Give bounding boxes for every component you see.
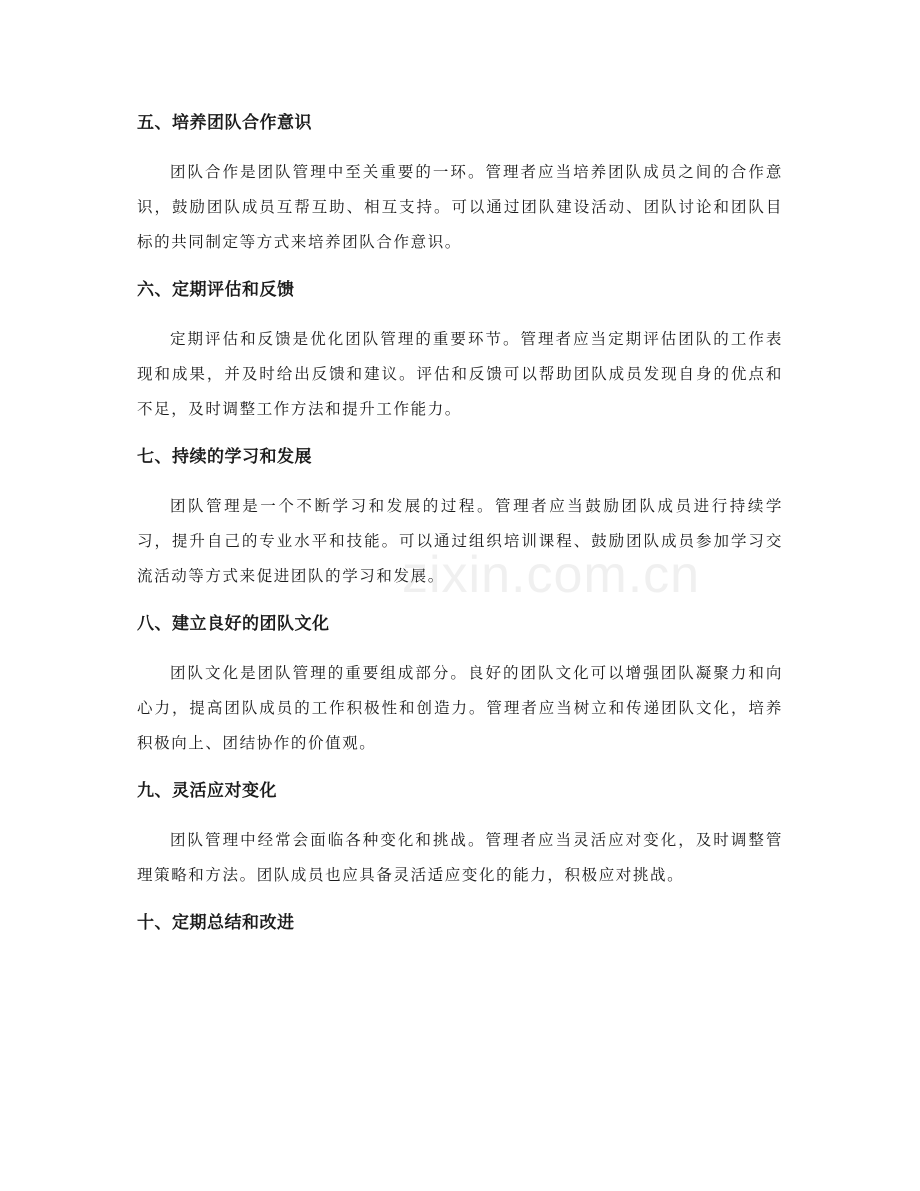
- section-paragraph-9: 团队管理中经常会面临各种变化和挑战。管理者应当灵活应对变化，及时调整管理策略和方法。团队成员也应具备灵活适应变化的能力，积极应对挑战。: [137, 831, 783, 884]
- section-paragraph-7: 团队管理是一个不断学习和发展的过程。管理者应当鼓励团队成员进行持续学习，提升自己的专业水平和技能。可以通过组织培训课程、鼓励团队成员参加学习交流活动等方式来促进团队的学习和发展。: [137, 497, 783, 585]
- section-heading-6: 六、定期评估和反馈: [137, 280, 295, 300]
- section-paragraph-5: 团队合作是团队管理中至关重要的一环。管理者应当培养团队成员之间的合作意识，鼓励团队成员互帮互助、相互支持。可以通过团队建设活动、团队讨论和团队目标的共同制定等方式来培养团队合作意识。: [137, 163, 783, 251]
- section-heading-8: 八、建立良好的团队文化: [137, 614, 330, 634]
- section-heading-7: 七、持续的学习和发展: [137, 447, 312, 467]
- section-paragraph-6: 定期评估和反馈是优化团队管理的重要环节。管理者应当定期评估团队的工作表现和成果，并及时给出反馈和建议。评估和反馈可以帮助团队成员发现自身的优点和不足，及时调整工作方法和提升工作能力。: [137, 330, 783, 418]
- section-heading-5: 五、培养团队合作意识: [137, 113, 312, 133]
- document-content: [137, 108, 783, 938]
- watermark: zixin.com.cn: [402, 546, 701, 604]
- section-paragraph-8: 团队文化是团队管理的重要组成部分。良好的团队文化可以增强团队凝聚力和向心力，提高团队成员的工作积极性和创造力。管理者应当树立和传递团队文化，培养积极向上、团结协作的价值观。: [137, 664, 783, 752]
- section-heading-10: 十、定期总结和改进: [137, 913, 295, 933]
- section-heading-9: 九、灵活应对变化: [137, 781, 277, 801]
